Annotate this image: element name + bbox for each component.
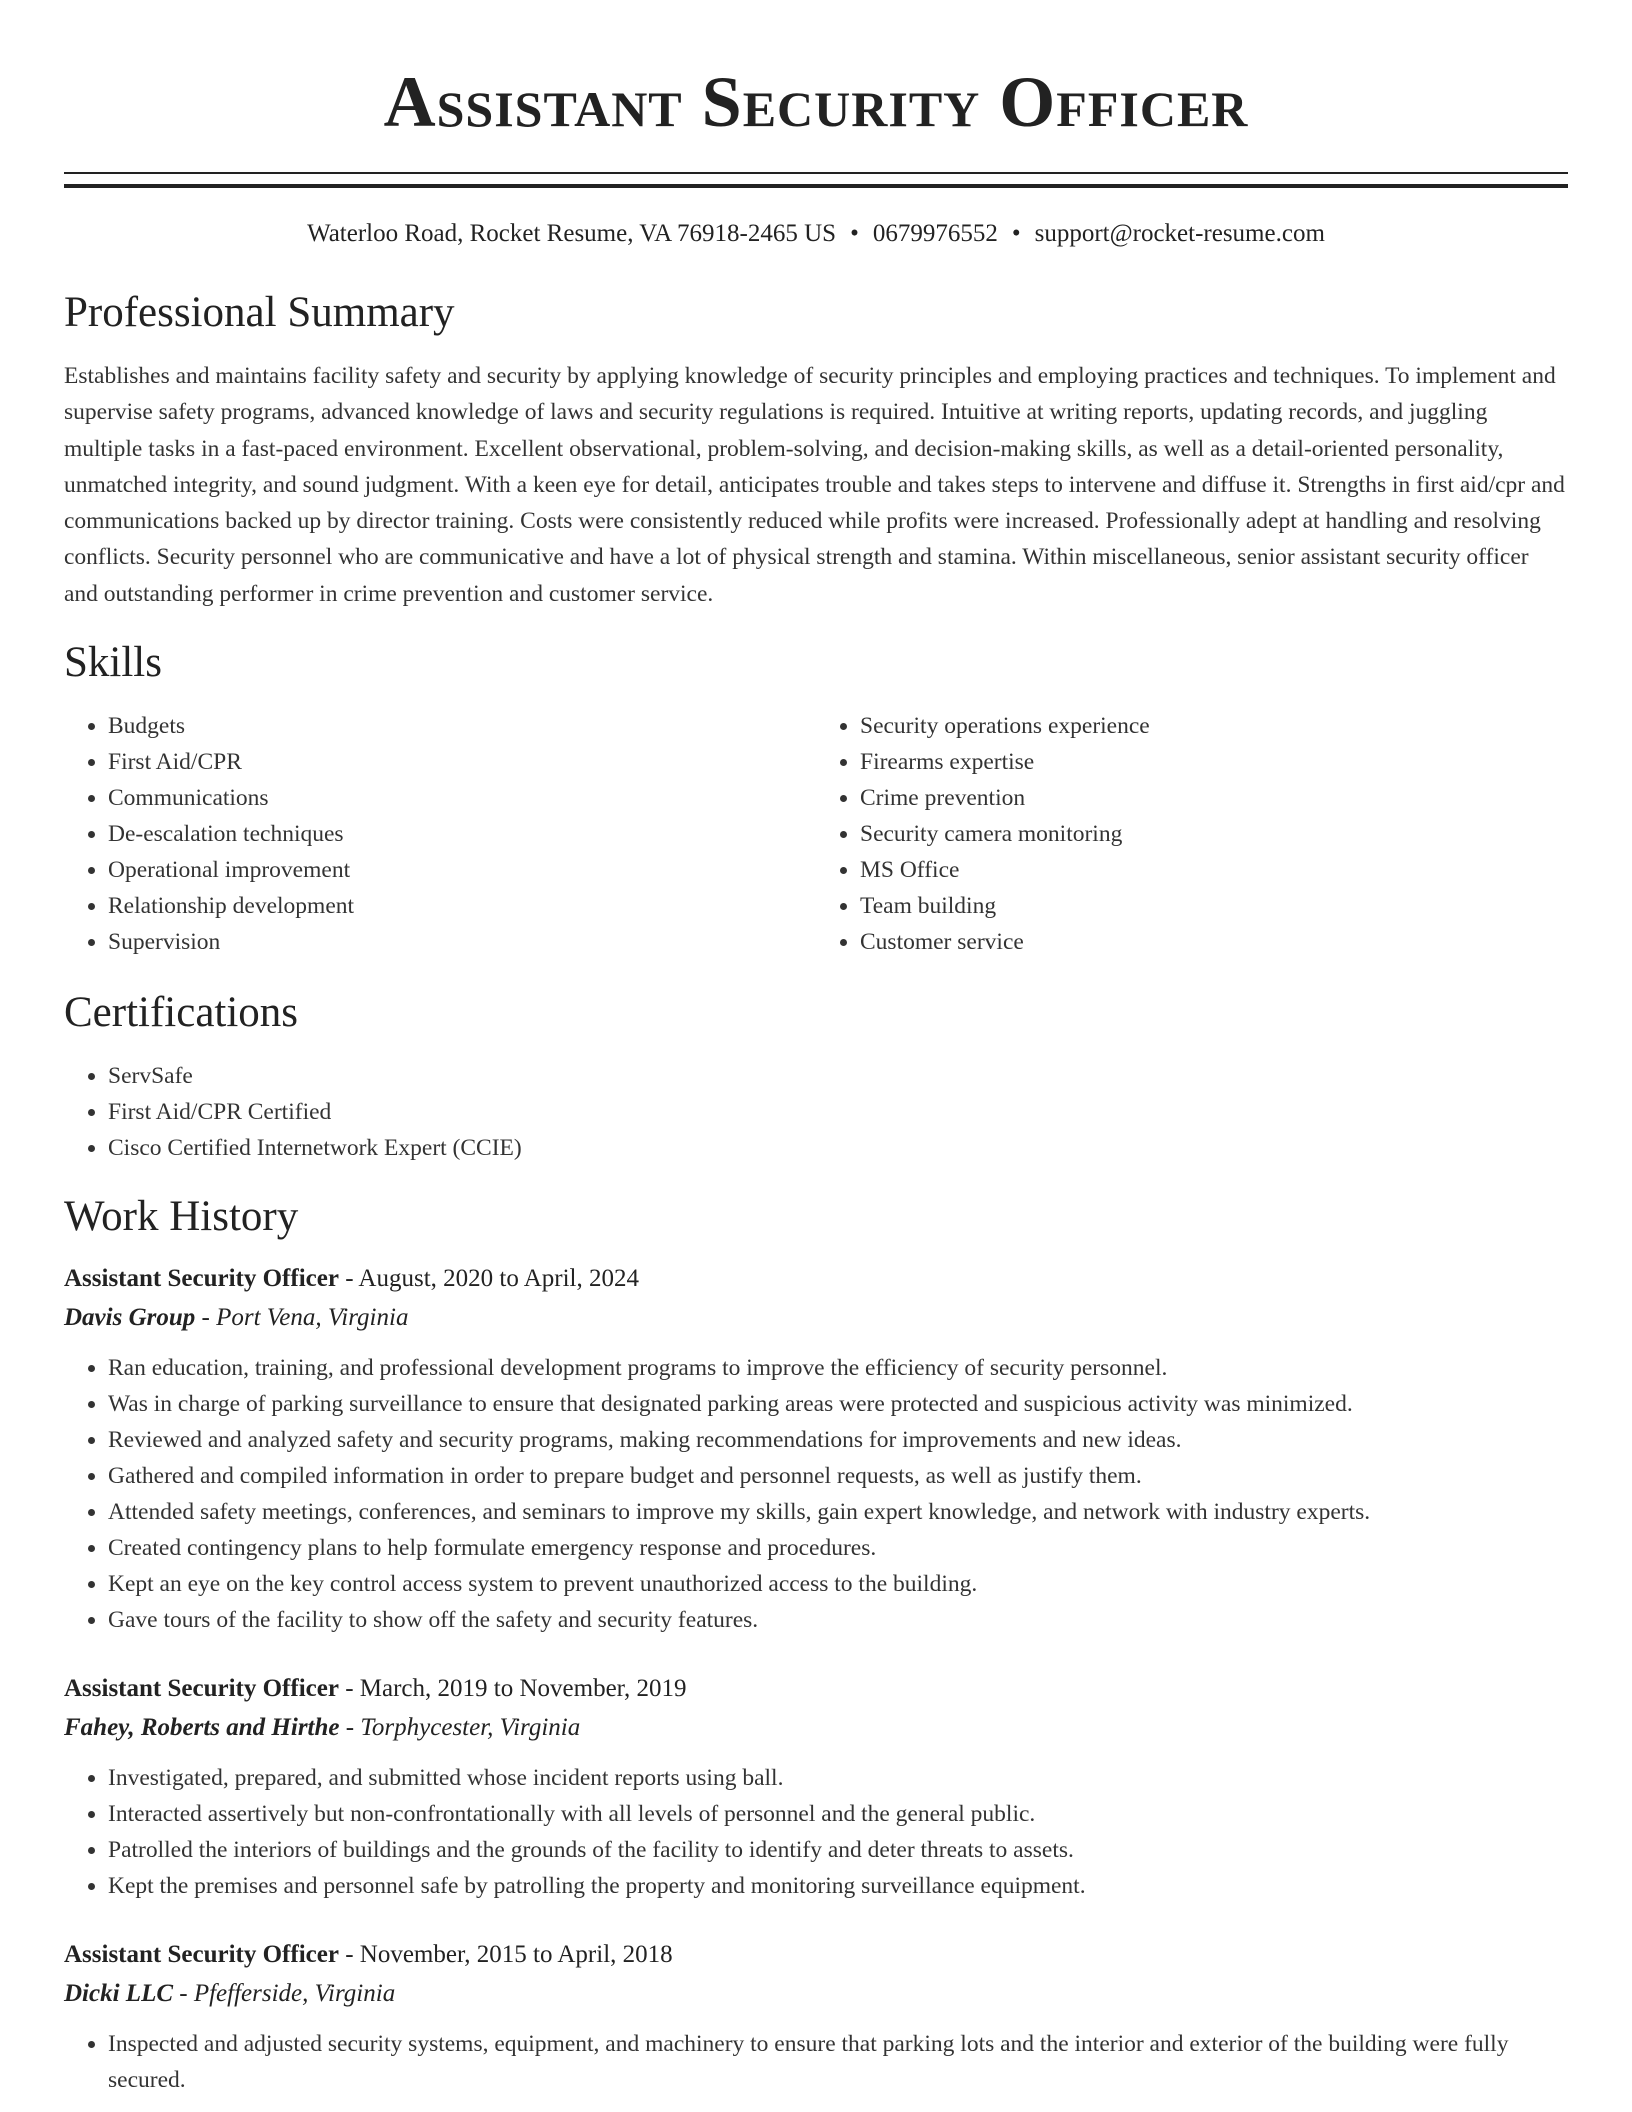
job-header: Assistant Security Officer - March, 2019 to November, 2019 — [64, 1675, 687, 1703]
job-duty: • Attended safety meetings, conferences, and seminars to improve my skills, gain expert knowledge, and network with industry experts. — [108, 1494, 1568, 1530]
skill-item: • De-escalation techniques — [108, 816, 816, 852]
job-dates: March, 2019 to November, 2019 — [359, 1675, 687, 1703]
job-duty: • Ran education, training, and professional development programs to improve the efficiency of security personnel. — [108, 1350, 1568, 1386]
job-title: Assistant Security Officer — [64, 1675, 339, 1703]
contact-separator: • — [1011, 220, 1021, 247]
job-location: Torphycester, Virginia — [360, 1714, 581, 1742]
job-company: Dicki LLC — [64, 1980, 174, 2008]
job-duty: • Patrolled the interiors of buildings and the grounds of the facility to identify and deter threats to assets. — [108, 1832, 1568, 1868]
job-company: Davis Group — [64, 1304, 196, 1332]
job-duty: • Kept an eye on the key control access system to prevent unauthorized access to the building. — [108, 1566, 1568, 1602]
certifications-heading: Certifications — [64, 989, 299, 1037]
job-duty: • Created contingency plans to help formulate emergency response and procedures. — [108, 1530, 1568, 1566]
summary-section — [64, 288, 1568, 612]
certifications-list — [64, 1058, 1568, 1166]
skill-item: • Operational improvement — [108, 852, 816, 888]
certifications-section — [64, 988, 1568, 1166]
certification-item: • Cisco Certified Internetwork Expert (CCIE) — [108, 1130, 1568, 1166]
job-title: Assistant Security Officer — [64, 1941, 339, 1969]
skills-list-right — [816, 708, 1568, 960]
skill-item: • Budgets — [108, 708, 816, 744]
contact-separator: • — [850, 220, 859, 247]
work-history-section — [64, 1192, 1568, 2098]
contact-address: Waterloo Road, Rocket Resume, VA 76918-2465 US — [307, 220, 837, 247]
job-employer: Fahey, Roberts and Hirthe - Torphycester, Virginia — [64, 1714, 581, 1742]
job-duty: • Reviewed and analyzed safety and security programs, making recommendations for improvements and new ideas. — [108, 1422, 1568, 1458]
job-duty: • Inspected and adjusted security systems, equipment, and machinery to ensure that parking lots and the interior and exterior of the building were fully secured. — [108, 2026, 1568, 2098]
skill-item: • Customer service — [860, 924, 1568, 960]
certification-item: • First Aid/CPR Certified — [108, 1094, 1568, 1130]
skills-section — [64, 638, 1568, 960]
job-duty: • Interacted assertively but non-confrontationally with all levels of personnel and the general public. — [108, 1796, 1568, 1832]
job-duty: • Gathered and compiled information in order to prepare budget and personnel requests, as well as justify them. — [108, 1458, 1568, 1494]
resume-title: Assistant Security Officer — [383, 62, 1249, 142]
job-duty: • Was in charge of parking surveillance to ensure that designated parking areas were protected and suspicious activity was minimized. — [108, 1386, 1568, 1422]
job-duty: • Investigated, prepared, and submitted whose incident reports using ball. — [108, 1760, 1568, 1796]
contact-phone: 0679976552 — [872, 220, 998, 247]
job-dates: August, 2020 to April, 2024 — [358, 1265, 639, 1293]
skill-item: • MS Office — [860, 852, 1568, 888]
skill-item: • Supervision — [108, 924, 816, 960]
job-header: Assistant Security Officer - November, 2015 to April, 2018 — [64, 1941, 673, 1969]
job-duties — [64, 1760, 1568, 1904]
contact-email: support@rocket-resume.com — [1034, 220, 1325, 247]
contact-line — [64, 218, 1568, 250]
work-history-heading: Work History — [64, 1193, 299, 1241]
job-entry — [64, 1936, 1568, 2098]
skill-item: • Security operations experience — [860, 708, 1568, 744]
resume-page — [64, 0, 1568, 2098]
job-entry — [64, 1260, 1568, 1638]
skills-heading: Skills — [64, 639, 162, 687]
skills-list-left — [64, 708, 816, 960]
job-duty: • Gave tours of the facility to show off the safety and security features. — [108, 1602, 1568, 1638]
job-employer: Davis Group - Port Vena, Virginia — [64, 1304, 409, 1332]
job-header: Assistant Security Officer - August, 2020 to April, 2024 — [64, 1265, 639, 1293]
job-dates: November, 2015 to April, 2018 — [359, 1941, 673, 1969]
skill-item: • Team building — [860, 888, 1568, 924]
skill-item: • Crime prevention — [860, 780, 1568, 816]
job-entry — [64, 1670, 1568, 1904]
title-divider — [64, 172, 1568, 188]
job-duties — [64, 2026, 1568, 2098]
job-duties — [64, 1350, 1568, 1638]
job-company: Fahey, Roberts and Hirthe — [64, 1714, 340, 1742]
certification-item: • ServSafe — [108, 1058, 1568, 1094]
skill-item: • Security camera monitoring — [860, 816, 1568, 852]
job-location: Port Vena, Virginia — [216, 1304, 409, 1332]
job-title: Assistant Security Officer — [64, 1265, 339, 1293]
skill-item: • First Aid/CPR — [108, 744, 816, 780]
skill-item: • Communications — [108, 780, 816, 816]
summary-heading: Professional Summary — [64, 289, 455, 336]
job-employer: Dicki LLC - Pfefferside, Virginia — [64, 1980, 396, 2008]
skill-item: • Relationship development — [108, 888, 816, 924]
skills-columns — [64, 708, 1568, 960]
summary-text: Establishes and maintains facility safety and security by applying knowledge of security principles and employing practices and techniques. To implement and supervise safety programs, advanced knowledge of laws and security regulations is required. Intuitive at writing reports, updating records, and juggling multiple tasks in a fast-paced environment. Excellent observational, problem-solving, and decision-making skills, as well as a detail-oriented personality, unmatched integrity, and sound judgment. With a keen eye for detail, anticipates trouble and takes steps to intervene and diffuse it. Strengths in first aid/cpr and communications backed up by director training. Costs were consistently reduced while profits were increased. Professionally adept at handling and resolving conflicts. Security personnel who are communicative and have a lot of physical strength and stamina. Within miscellaneous, senior assistant security officer and outstanding performer in crime prevention and customer service. — [64, 363, 1565, 607]
job-location: Pfefferside, Virginia — [193, 1980, 396, 2008]
job-duty: • Kept the premises and personnel safe by patrolling the property and monitoring surveillance equipment. — [108, 1868, 1568, 1904]
skill-item: • Firearms expertise — [860, 744, 1568, 780]
